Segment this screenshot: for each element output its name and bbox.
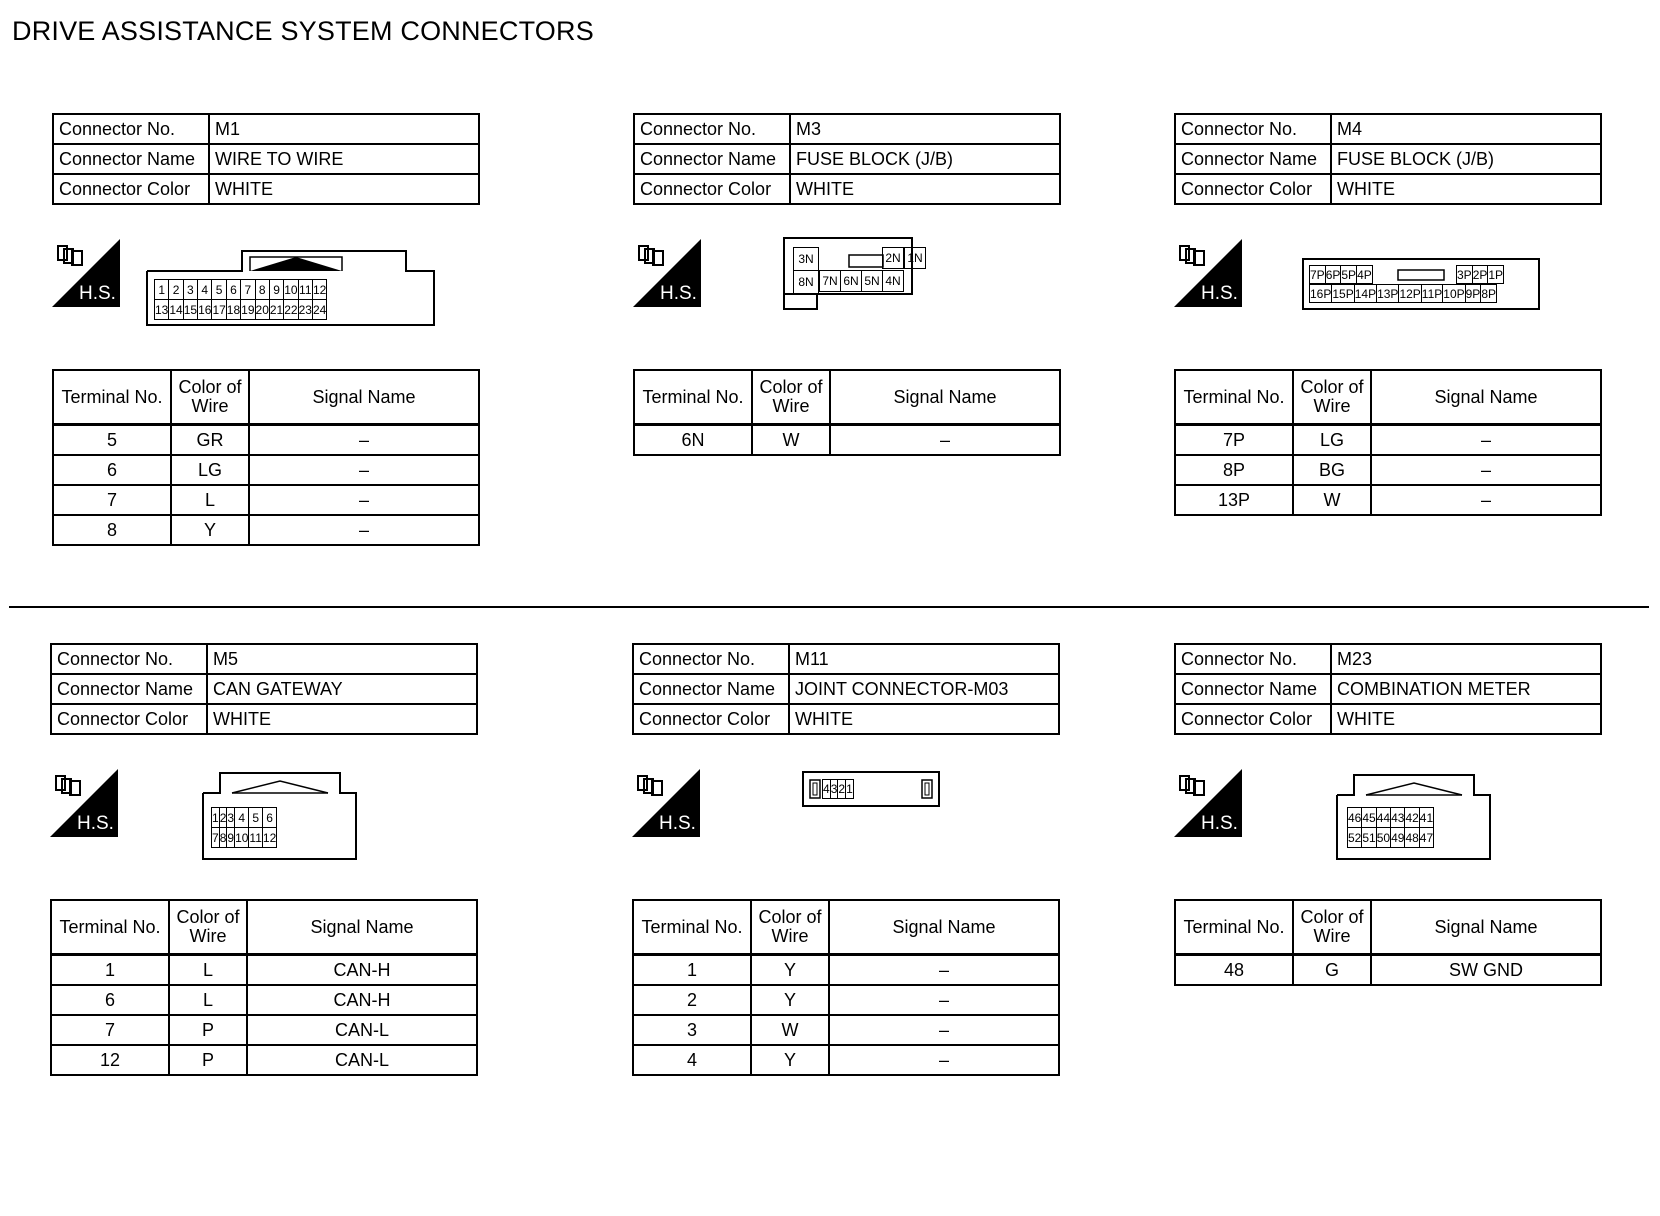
pin-cell: 21: [269, 300, 283, 320]
connector-info-table: [1174, 643, 1602, 735]
pin-cell: 43: [1391, 808, 1405, 828]
label-connector-color: Connector Color: [1175, 174, 1331, 204]
signal-cell: CAN-H: [247, 985, 477, 1015]
pin-cell: 2: [169, 280, 183, 300]
wire-color-cell: L: [169, 955, 247, 986]
terminal-cell: 48: [1175, 955, 1293, 986]
pin-cell: 49: [1391, 828, 1405, 848]
pin-cell: 6: [262, 808, 276, 828]
pin-grid: [211, 807, 277, 848]
pin-cell: 3: [227, 808, 235, 828]
table-row: [53, 455, 479, 485]
label-connector-no: Connector No.: [633, 644, 789, 674]
label-connector-name: Connector Name: [1175, 674, 1331, 704]
connector-m5: [50, 643, 510, 1123]
pin-cell: 4P: [1357, 267, 1372, 282]
terminal-cell: 6N: [634, 425, 752, 456]
pin-cell: 12: [312, 280, 326, 300]
terminal-table: [632, 899, 1060, 1076]
signal-cell: –: [1371, 485, 1601, 515]
connector-m1: [52, 113, 512, 593]
signal-cell: –: [1371, 455, 1601, 485]
pin-cell: 5: [249, 808, 262, 828]
table-row: [51, 1015, 477, 1045]
pin-cell: 5: [212, 280, 226, 300]
pin-cell: 45: [1362, 808, 1376, 828]
signal-cell: CAN-H: [247, 955, 477, 986]
pin-cell: 8: [219, 828, 227, 848]
pin-cell: 2: [838, 780, 846, 799]
pin-cell: 7: [212, 828, 220, 848]
pin-3n: 3N: [793, 247, 819, 271]
connector-name-value: FUSE BLOCK (J/B): [1331, 144, 1601, 174]
pin-cell: 1: [155, 280, 169, 300]
signal-cell: –: [830, 425, 1060, 456]
wire-color-cell: P: [169, 1015, 247, 1045]
label-connector-color: Connector Color: [53, 174, 209, 204]
label-connector-name: Connector Name: [1175, 144, 1331, 174]
table-row: [53, 425, 479, 456]
pin-cell: 24: [312, 300, 326, 320]
table-row: [633, 955, 1059, 986]
signal-cell: SW GND: [1371, 955, 1601, 986]
header-terminal-no: Terminal No.: [634, 370, 752, 425]
pin-cell: 5P: [1341, 267, 1357, 282]
connector-m4: [1174, 113, 1634, 593]
header-color-of: Color of: [1300, 377, 1364, 397]
table-row: [633, 1015, 1059, 1045]
header-signal-name: Signal Name: [249, 370, 479, 425]
label-connector-color: Connector Color: [633, 704, 789, 734]
header-terminal-no: Terminal No.: [1175, 370, 1293, 425]
connector-no-value: M23: [1331, 644, 1601, 674]
header-color-of-wire: [751, 900, 829, 955]
header-signal-name: Signal Name: [1371, 900, 1601, 955]
connector-info-table: [633, 113, 1061, 205]
pin-cell: 11: [298, 280, 312, 300]
connector-no-value: M11: [789, 644, 1059, 674]
pin-cell: 3P: [1457, 267, 1472, 282]
label-connector-name: Connector Name: [51, 674, 207, 704]
label-connector-name: Connector Name: [633, 674, 789, 704]
pin-cell: 14: [169, 300, 183, 320]
connector-name-value: JOINT CONNECTOR-M03: [789, 674, 1059, 704]
wire-color-cell: LG: [171, 455, 249, 485]
pin-cell: 1: [846, 780, 854, 799]
header-wire: Wire: [1313, 926, 1351, 946]
pin-2n: 2N: [882, 247, 904, 269]
signal-cell: –: [249, 425, 479, 456]
connector-color-value: WHITE: [1331, 704, 1601, 734]
hs-label: H.S.: [659, 813, 696, 834]
wire-color-cell: BG: [1293, 455, 1371, 485]
pin-row-top-right: [1456, 265, 1504, 284]
connector-m3: [633, 113, 1093, 593]
connector-name-value: FUSE BLOCK (J/B): [790, 144, 1060, 174]
pin-cell: 6P: [1325, 267, 1341, 282]
pin-cell: 48: [1405, 828, 1419, 848]
connector-m11: [632, 643, 1092, 1123]
header-color-of: Color of: [759, 377, 823, 397]
signal-cell: –: [1371, 425, 1601, 456]
pin-cell: 15P: [1332, 286, 1354, 301]
page-title: DRIVE ASSISTANCE SYSTEM CONNECTORS: [12, 16, 594, 46]
header-signal-name: Signal Name: [247, 900, 477, 955]
wire-color-cell: Y: [751, 985, 829, 1015]
pin-6n: 6N: [840, 270, 862, 292]
signal-cell: –: [829, 955, 1059, 986]
terminal-cell: 12: [51, 1045, 169, 1075]
pin-cell: 19: [241, 300, 255, 320]
pin-cell: 10P: [1443, 286, 1465, 301]
wire-color-cell: LG: [1293, 425, 1371, 456]
terminal-table: [1174, 899, 1602, 986]
connector-info-table: [50, 643, 478, 735]
terminal-cell: 8P: [1175, 455, 1293, 485]
terminal-cell: 3: [633, 1015, 751, 1045]
pin-cell: 2: [219, 808, 227, 828]
pin-cell: 9P: [1465, 286, 1481, 301]
connector-name-value: CAN GATEWAY: [207, 674, 477, 704]
pin-cell: 9: [227, 828, 235, 848]
pin-cell: 12: [262, 828, 276, 848]
pin-cell: 52: [1348, 828, 1362, 848]
connector-color-value: WHITE: [790, 174, 1060, 204]
connector-color-value: WHITE: [207, 704, 477, 734]
pin-cell: 1: [212, 808, 220, 828]
hs-label: H.S.: [79, 283, 116, 304]
pin-cell: 16P: [1310, 286, 1332, 301]
pin-row-bottom: [1309, 284, 1497, 303]
hs-label: H.S.: [660, 283, 697, 304]
pin-cell: 51: [1362, 828, 1376, 848]
harness-side-icon: [1174, 769, 1242, 837]
label-connector-color: Connector Color: [1175, 704, 1331, 734]
pin-cell: 15: [183, 300, 197, 320]
pin-cell: 41: [1419, 808, 1433, 828]
connector-color-value: WHITE: [789, 704, 1059, 734]
pin-cell: 6: [226, 280, 240, 300]
signal-cell: CAN-L: [247, 1045, 477, 1075]
pin-cell: 14P: [1354, 286, 1377, 301]
header-color-of: Color of: [176, 907, 240, 927]
table-row: [51, 985, 477, 1015]
label-connector-color: Connector Color: [51, 704, 207, 734]
pin-grid: [822, 779, 854, 799]
wire-color-cell: W: [751, 1015, 829, 1045]
wire-color-cell: Y: [751, 1045, 829, 1075]
pin-cell: 13P: [1377, 286, 1399, 301]
harness-side-icon: [632, 769, 700, 837]
header-wire: Wire: [1313, 396, 1351, 416]
wire-color-cell: G: [1293, 955, 1371, 986]
signal-cell: –: [829, 985, 1059, 1015]
terminal-table: [52, 369, 480, 546]
pin-cell: 8: [255, 280, 269, 300]
header-terminal-no: Terminal No.: [53, 370, 171, 425]
label-connector-color: Connector Color: [634, 174, 790, 204]
header-color-of-wire: [169, 900, 247, 955]
pin-cell: 8P: [1481, 286, 1496, 301]
pin-cell: 13: [155, 300, 169, 320]
pin-cell: 12P: [1399, 286, 1421, 301]
header-wire: Wire: [189, 926, 227, 946]
pin-grid: [1347, 807, 1434, 848]
harness-side-icon: [50, 769, 118, 837]
wire-color-cell: W: [1293, 485, 1371, 515]
signal-cell: –: [829, 1015, 1059, 1045]
table-row: [1175, 955, 1601, 986]
header-wire: Wire: [771, 926, 809, 946]
connector-color-value: WHITE: [1331, 174, 1601, 204]
pin-cell: 4: [823, 780, 831, 799]
terminal-cell: 1: [633, 955, 751, 986]
header-color-of: Color of: [178, 377, 242, 397]
signal-cell: –: [829, 1045, 1059, 1075]
terminal-table: [50, 899, 478, 1076]
terminal-cell: 5: [53, 425, 171, 456]
connector-no-value: M3: [790, 114, 1060, 144]
pin-row-top-left: [1309, 265, 1373, 284]
terminal-cell: 6: [53, 455, 171, 485]
connector-m23: [1174, 643, 1634, 1123]
pin-grid: [154, 279, 327, 320]
table-row: [634, 425, 1060, 456]
connector-info-table: [632, 643, 1060, 735]
pin-cell: 7: [241, 280, 255, 300]
pin-cell: 50: [1376, 828, 1390, 848]
header-color-of-wire: [752, 370, 830, 425]
harness-side-icon: [52, 239, 120, 307]
header-wire: Wire: [191, 396, 229, 416]
label-connector-no: Connector No.: [51, 644, 207, 674]
header-wire: Wire: [772, 396, 810, 416]
header-color-of-wire: [1293, 370, 1371, 425]
signal-cell: –: [249, 455, 479, 485]
terminal-table: [1174, 369, 1602, 516]
connector-color-value: WHITE: [209, 174, 479, 204]
table-row: [1175, 485, 1601, 515]
terminal-cell: 7P: [1175, 425, 1293, 456]
pin-cell: 16: [198, 300, 212, 320]
terminal-cell: 6: [51, 985, 169, 1015]
table-row: [1175, 455, 1601, 485]
pin-cell: 44: [1376, 808, 1390, 828]
pin-cell: 3: [183, 280, 197, 300]
terminal-cell: 1: [51, 955, 169, 986]
connector-no-value: M5: [207, 644, 477, 674]
connector-no-value: M4: [1331, 114, 1601, 144]
header-signal-name: Signal Name: [829, 900, 1059, 955]
table-row: [53, 515, 479, 545]
signal-cell: –: [249, 485, 479, 515]
pin-1n: 1N: [904, 247, 926, 269]
signal-cell: –: [249, 515, 479, 545]
connector-info-table: [52, 113, 480, 205]
pin-cell: 7P: [1310, 267, 1325, 282]
label-connector-no: Connector No.: [1175, 644, 1331, 674]
header-color-of: Color of: [758, 907, 822, 927]
pin-cell: 20: [255, 300, 269, 320]
header-terminal-no: Terminal No.: [633, 900, 751, 955]
terminal-cell: 8: [53, 515, 171, 545]
pin-cell: 3: [830, 780, 838, 799]
hs-label: H.S.: [77, 813, 114, 834]
pin-cell: 11: [249, 828, 262, 848]
label-connector-name: Connector Name: [53, 144, 209, 174]
harness-side-icon: [1174, 239, 1242, 307]
header-color-of-wire: [1293, 900, 1371, 955]
terminal-cell: 7: [51, 1015, 169, 1045]
table-row: [51, 1045, 477, 1075]
table-row: [633, 1045, 1059, 1075]
pin-cell: 23: [298, 300, 312, 320]
label-connector-no: Connector No.: [1175, 114, 1331, 144]
pin-cell: 10: [284, 280, 298, 300]
pin-cell: 4: [235, 808, 249, 828]
hs-label: H.S.: [1201, 283, 1238, 304]
pin-cell: 17: [212, 300, 226, 320]
header-color-of: Color of: [1300, 907, 1364, 927]
table-row: [1175, 425, 1601, 456]
terminal-cell: 2: [633, 985, 751, 1015]
pin-cell: 1P: [1488, 267, 1504, 282]
signal-cell: CAN-L: [247, 1015, 477, 1045]
pin-cell: 9: [269, 280, 283, 300]
pin-cell: 18: [226, 300, 240, 320]
pin-cell: 11P: [1421, 286, 1443, 301]
pin-cell: 4: [198, 280, 212, 300]
pin-cell: 10: [235, 828, 249, 848]
terminal-cell: 4: [633, 1045, 751, 1075]
terminal-cell: 7: [53, 485, 171, 515]
header-terminal-no: Terminal No.: [1175, 900, 1293, 955]
header-terminal-no: Terminal No.: [51, 900, 169, 955]
terminal-table: [633, 369, 1061, 456]
label-connector-name: Connector Name: [634, 144, 790, 174]
connector-no-value: M1: [209, 114, 479, 144]
pin-cell: 22: [284, 300, 298, 320]
wire-color-cell: P: [169, 1045, 247, 1075]
connector-name-value: WIRE TO WIRE: [209, 144, 479, 174]
pin-cell: 46: [1348, 808, 1362, 828]
label-connector-no: Connector No.: [634, 114, 790, 144]
hs-label: H.S.: [1201, 813, 1238, 834]
table-row: [51, 955, 477, 986]
table-row: [633, 985, 1059, 1015]
pin-cell: 2P: [1472, 267, 1488, 282]
wire-color-cell: Y: [751, 955, 829, 986]
table-row: [53, 485, 479, 515]
header-signal-name: Signal Name: [830, 370, 1060, 425]
wire-color-cell: Y: [171, 515, 249, 545]
pin-cell: 42: [1405, 808, 1419, 828]
harness-side-icon: [633, 239, 701, 307]
header-signal-name: Signal Name: [1371, 370, 1601, 425]
label-connector-no: Connector No.: [53, 114, 209, 144]
connector-name-value: COMBINATION METER: [1331, 674, 1601, 704]
pin-5n: 5N: [861, 270, 883, 292]
terminal-cell: 13P: [1175, 485, 1293, 515]
pin-4n: 4N: [882, 270, 904, 292]
pin-8n: 8N: [793, 270, 819, 294]
wire-color-cell: L: [169, 985, 247, 1015]
header-color-of-wire: [171, 370, 249, 425]
pin-7n: 7N: [819, 270, 841, 292]
wire-color-cell: GR: [171, 425, 249, 456]
wire-color-cell: W: [752, 425, 830, 456]
connector-info-table: [1174, 113, 1602, 205]
wire-color-cell: L: [171, 485, 249, 515]
pin-cell: 47: [1419, 828, 1433, 848]
section-divider: [9, 606, 1649, 608]
